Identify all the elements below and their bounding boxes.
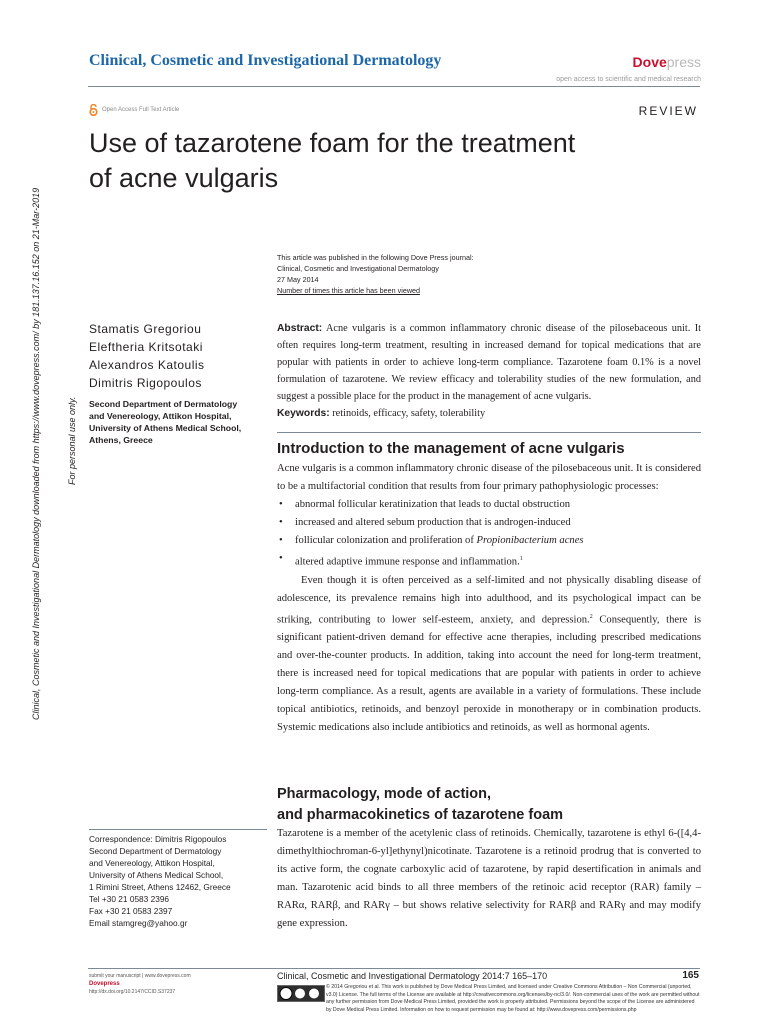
article-type: REVIEW [638, 104, 698, 118]
submit-manuscript-link[interactable]: submit your manuscript | www.dovepress.com [89, 973, 191, 979]
affiliation-line: and Venereology, Attikon Hospital, [89, 411, 232, 421]
page-number: 165 [682, 970, 699, 981]
keywords-label: Keywords: [277, 408, 330, 419]
affiliation-line: Athens, Greece [89, 435, 153, 445]
abstract-text: Acne vulgaris is a common inflammatory chronic disease of the pilosebaceous unit. It often requires long-term treatment, resulting in increased demand for topical medications that are popular with patients in order to achieve long-term compliance. Tazarotene foam 0.1% is a novel formulation of tazarotene. We review efficacy and tolerability studies of the new formulation, and suggest a possible place for the product in the management of acne vulgaris. [277, 323, 701, 402]
reference-marker[interactable]: 1 [519, 556, 523, 562]
open-access-badge [89, 104, 179, 116]
dovepress-logo[interactable] [633, 54, 701, 70]
list-item: • abnormal follicular keratinization that leads to ductal obstruction [295, 496, 701, 514]
download-side-note [25, 145, 85, 725]
journal-title: Clinical, Cosmetic and Investigational Dermatology [89, 52, 442, 69]
author-name: Dimitris Rigopoulos [89, 376, 202, 390]
correspondence [89, 833, 274, 929]
pharma-heading-line: Pharmacology, mode of action, [277, 786, 492, 802]
open-access-lock-icon [89, 104, 98, 116]
brand-sub: press [666, 54, 701, 70]
abstract-label: Abstract: [277, 323, 323, 334]
footer-brand[interactable]: Dovepress [89, 981, 120, 987]
list-item: • increased and altered sebum production that is androgen-induced [295, 514, 701, 532]
side-note-line-2: For personal use only. [67, 396, 77, 485]
intro-heading: Introduction to the management of acne vulgaris [277, 440, 625, 457]
header-divider [88, 86, 700, 87]
brand-tagline: open access to scientific and medical research [556, 76, 701, 83]
views-link[interactable]: Number of times this article has been viewed [277, 286, 421, 295]
footer-journal: Clinical, Cosmetic and Investigational Dermatology 2014:7 165–170 [277, 971, 548, 981]
intro-body [277, 460, 701, 737]
pharma-heading [277, 784, 701, 826]
process-list [277, 496, 701, 572]
affiliation [89, 398, 269, 446]
correspondence-line: Tel +30 21 0583 2396 [89, 894, 170, 904]
license-text: © 2014 Gregoriou et al. This work is published by Dove Medical Press Limited, and licensed under Creative Commons Attribution – Non Commercial (unported, v3.0) License. The full terms of the License are available at http://creativecommons.org/licenses/by-nc/3.0/. Non-commercial uses of the work are permitted without any further permission from Dove Medical Press Limited, provided the work is properly attributed. Permissions beyond the scope of the License are administered by Dove Medical Press Limited. Information on how to request permission may be found at: http://www.dovepress.com/permissions.php [326, 984, 700, 1013]
title-line-1: Use of tazarotene foam for the treatment [89, 128, 576, 158]
publication-info [277, 252, 474, 296]
abstract [277, 320, 701, 422]
correspondence-line: and Venereology, Attikon Hospital, [89, 858, 215, 868]
correspondence-email[interactable]: Email stamgreg@yahoo.gr [89, 918, 188, 928]
affiliation-line: Second Department of Dermatology [89, 399, 238, 409]
reference-marker[interactable]: 2 [589, 613, 593, 620]
correspondence-line: Second Department of Dermatology [89, 846, 222, 856]
pubinfo-line-2[interactable]: Clinical, Cosmetic and Investigational Dermatology [277, 264, 439, 273]
list-item [295, 550, 701, 572]
correspondence-line: Fax +30 21 0583 2397 [89, 906, 173, 916]
pharma-body: Tazarotene is a member of the acetylenic class of retinoids. Chemically, tazarotene is ethyl 6-([4,4-dimethylthiochroman-6-yl]ethynyl)nicotinate. Tazarotene is a retinoid prodrug that is converted to its active form, the cognate carboxylic acid of tazarotene, by rapid desertification in animals and man. Tazarotenic acid binds to all three members of the retinoic acid receptor (RAR) family – RARα, RARβ, and RARγ – but shows relative selectivity for RARβ and RARγ and may modify gene expression. [277, 828, 701, 929]
footer-left [89, 972, 191, 996]
correspondence-line: University of Athens Medical School, [89, 870, 224, 880]
correspondence-line: Correspondence: Dimitris Rigopoulos [89, 834, 227, 844]
doi-link[interactable]: http://dx.doi.org/10.2147/CCID.S37237 [89, 989, 176, 995]
list-item-text: altered adaptive immune response and inflammation. [295, 556, 520, 568]
intro-paragraph: Acne vulgaris is a common inflammatory chronic disease of the pilosebaceous unit. It is considered to be a multifactorial condition that results from four primary pathophysiologic processes: [277, 463, 701, 492]
species-name: Propionibacterium acnes [476, 535, 584, 546]
affiliation-line: University of Athens Medical School, [89, 423, 242, 433]
correspondence-line: 1 Rimini Street, Athens 12462, Greece [89, 882, 231, 892]
author-name: Eleftheria Kritsotaki [89, 340, 203, 354]
brand-main: Dove [632, 54, 667, 70]
title-line-2: of acne vulgaris [89, 163, 279, 193]
list-item-text: follicular colonization and proliferation of [295, 535, 474, 546]
paragraph-text: Even though it is often perceived as a self-limited and not physically disabling disease of adolescence, its prevalence remains high into adulthood, and its psychological impact can be striking, contributing to lower self-esteem, anxiety, and depression. [277, 574, 701, 626]
author-name: Stamatis Gregoriou [89, 322, 202, 336]
list-item [295, 532, 701, 550]
keywords-text: retinoids, efficacy, safety, tolerability [332, 408, 486, 419]
article-title [89, 126, 649, 196]
open-access-label: Open Access Full Text Article [102, 107, 180, 113]
creative-commons-icon[interactable] [277, 985, 325, 1002]
pubinfo-line-1: This article was published in the following Dove Press journal: [277, 253, 474, 262]
intro-paragraph-2 [277, 572, 701, 738]
correspondence-divider [89, 829, 267, 830]
pharma-heading-line: and pharmacokinetics of tazarotene foam [277, 807, 564, 823]
paragraph-text: Consequently, there is significant patient-driven demand for effective acne therapies, including prescribed medications and over-the-counter products. In addition, taking into account the need for long-term treatment, there is increased need for topical medications that are popular with patients in order to achieve long-term compliance. As a result, agents are available in a variety of formulations. These include topical antibiotics, retinoids, and benzoyl peroxide in monotherapy or in combination products. Systemic medications also include antibiotics and retinoids, as well as hormonal agents. [277, 614, 702, 734]
author-list [89, 320, 205, 392]
author-name: Alexandros Katoulis [89, 358, 205, 372]
footer-divider [88, 968, 700, 969]
side-note-line-1: Clinical, Cosmetic and Investigational Dermatology downloaded from https://www.dovepress.com/ by 181.137.16.152 on 21-Mar-2019 [31, 187, 41, 720]
pubinfo-line-3: 27 May 2014 [277, 275, 319, 284]
abstract-divider [277, 432, 701, 433]
